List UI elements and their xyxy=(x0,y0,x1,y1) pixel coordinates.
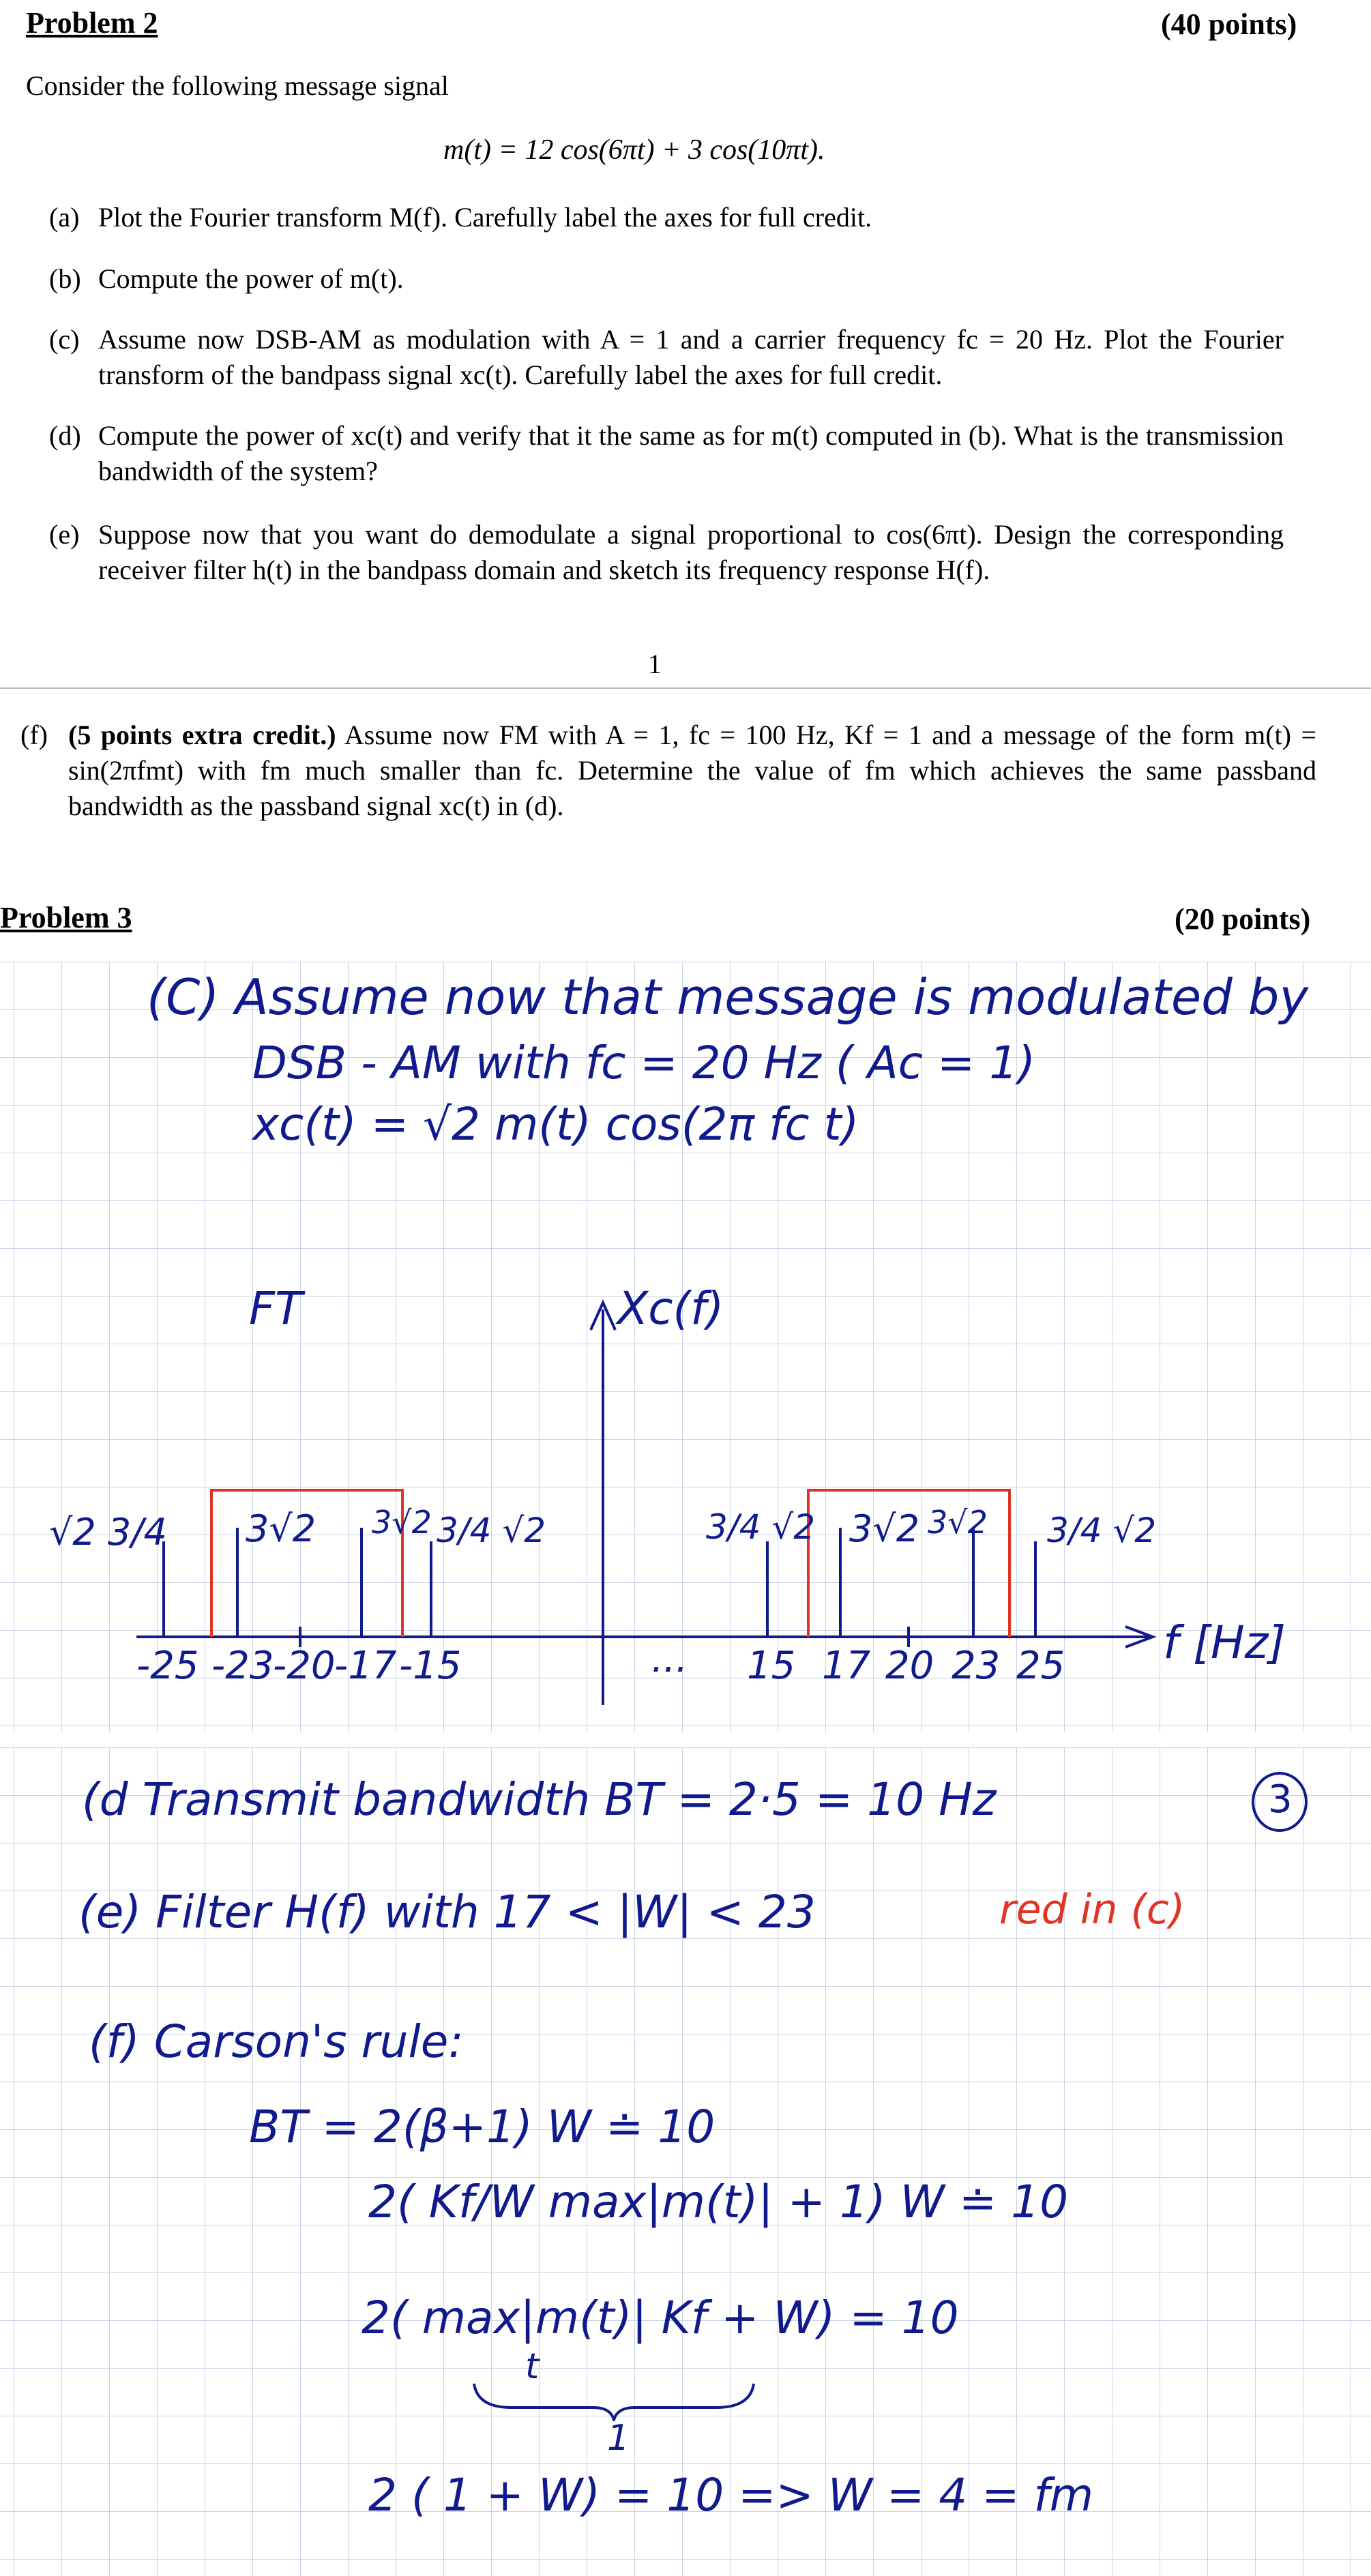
part-a-text: Plot the Fourier transform M(f). Carefully label the axes for full credit. xyxy=(98,202,872,233)
tick-label-20: 20 xyxy=(885,1644,934,1688)
part-a xyxy=(49,200,1284,235)
amp-left-1: 3√2 xyxy=(246,1507,316,1550)
tick-label-neg23: -23 xyxy=(211,1644,274,1688)
hw-line-f2: BT = 2(β+1) W ≐ 10 xyxy=(249,2101,716,2153)
part-f-text: Assume now FM with A = 1, fc = 100 Hz, Kf = 1 and a message of the form m(t) = sin(2πfmt) with fm much smaller than fc. Determine the value of fm which achieves the same passband bandwidth as the passband signal xc(t) in (d). xyxy=(68,720,1317,821)
problem-2-title: Problem 2 xyxy=(26,6,158,40)
hw-axis-y-label: Xc(f) xyxy=(617,1282,724,1335)
amp-right-3: 3/4 √2 xyxy=(1047,1511,1157,1550)
part-b-label: (b) xyxy=(49,263,81,294)
tick-label-23: 23 xyxy=(952,1644,1001,1688)
hw-line-f4-under: t xyxy=(525,2346,540,2387)
part-f-bold: (5 points extra credit.) xyxy=(68,720,336,750)
hw-line-2: DSB - AM with fc = 20 Hz ( Ac = 1) xyxy=(252,1037,1036,1089)
problem-3-points: (20 points) xyxy=(1175,902,1311,936)
part-e-label: (e) xyxy=(49,519,80,550)
part-b-text: Compute the power of m(t). xyxy=(98,263,404,294)
hw-axis-x-label: f [Hz] xyxy=(1163,1616,1286,1669)
amp-left-2: 3√2 xyxy=(372,1504,432,1541)
part-b xyxy=(49,261,1284,297)
page-number: 1 xyxy=(648,649,662,679)
underbrace xyxy=(471,2380,757,2421)
tick-label-17: 17 xyxy=(822,1644,871,1688)
hw-line-e-red: red in (c) xyxy=(999,1886,1185,1934)
part-e xyxy=(49,517,1284,588)
tick-label-neg17: -17 xyxy=(334,1644,397,1688)
hw-line-d: (d Transmit bandwidth BT = 2·5 = 10 Hz xyxy=(82,1773,997,1826)
amp-right-1: 3√2 xyxy=(849,1507,920,1550)
tick-label-25: 25 xyxy=(1016,1644,1065,1688)
hw-line-f4: 2( max|m(t)| Kf + W) = 10 xyxy=(362,2292,959,2344)
amp-left-0: √2 3/4 xyxy=(49,1511,167,1554)
part-f-label: (f) xyxy=(20,720,48,750)
hw-line-3: xc(t) = √2 m(t) cos(2π fc t) xyxy=(252,1098,859,1151)
hw-line-f1: (f) Carson's rule: xyxy=(89,2015,464,2068)
score-circle xyxy=(1252,1772,1308,1832)
part-c-label: (c) xyxy=(49,324,80,355)
part-d xyxy=(49,418,1284,489)
part-d-label: (d) xyxy=(49,420,81,451)
part-c-text: Assume now DSB-AM as modulation with A = 1 and a carrier frequency fc = 20 Hz. Plot the Fourier transform of the bandpass signal xc(t). Carefully label the axes for full credit. xyxy=(98,324,1284,390)
problem-2-intro: Consider the following message signal xyxy=(26,70,449,101)
hw-line-f3: 2( Kf/W max|m(t)| + 1) W ≐ 10 xyxy=(368,2176,1069,2228)
message-equation: m(t) = 12 cos(6πt) + 3 cos(10πt). xyxy=(443,134,825,166)
part-e-text: Suppose now that you want do demodulate a signal proportional to cos(6πt). Design the corresponding receiver filter h(t) in the bandpass domain and sketch its frequency response H(f). xyxy=(98,519,1284,585)
hw-line-1: (C) Assume now that message is modulated by xyxy=(147,968,1309,1026)
part-c xyxy=(49,322,1284,393)
amp-right-0: 3/4 √2 xyxy=(706,1507,816,1547)
tick-label-neg15: -15 xyxy=(399,1644,462,1688)
amp-right-2: 3√2 xyxy=(928,1504,988,1541)
hw-line-f4-brace: 1 xyxy=(607,2418,630,2459)
tick-label-neg25: -25 xyxy=(136,1644,199,1688)
hw-line-f5: 2 ( 1 + W) = 10 => W = 4 = fm xyxy=(368,2469,1094,2521)
amp-left-3: 3/4 √2 xyxy=(437,1511,546,1550)
axis-dots: ... xyxy=(651,1637,688,1681)
part-f xyxy=(20,717,1316,824)
hw-ft: FT xyxy=(249,1282,303,1335)
problem-3-title: Problem 3 xyxy=(0,901,132,934)
grid-paper-bottom xyxy=(0,1747,1371,2576)
page-divider xyxy=(0,687,1371,689)
part-a-label: (a) xyxy=(49,202,80,233)
part-d-text: Compute the power of xc(t) and verify that it the same as for m(t) computed in (b). What is the transmission bandwidth of the system? xyxy=(98,420,1284,486)
tick-label-neg20: -20 xyxy=(273,1644,336,1688)
tick-label-15: 15 xyxy=(747,1644,796,1688)
score-value: 3 xyxy=(1268,1777,1293,1822)
problem-2-points: (40 points) xyxy=(1161,8,1297,41)
hw-line-e: (e) Filter H(f) with 17 < |W| < 23 xyxy=(78,1886,816,1938)
